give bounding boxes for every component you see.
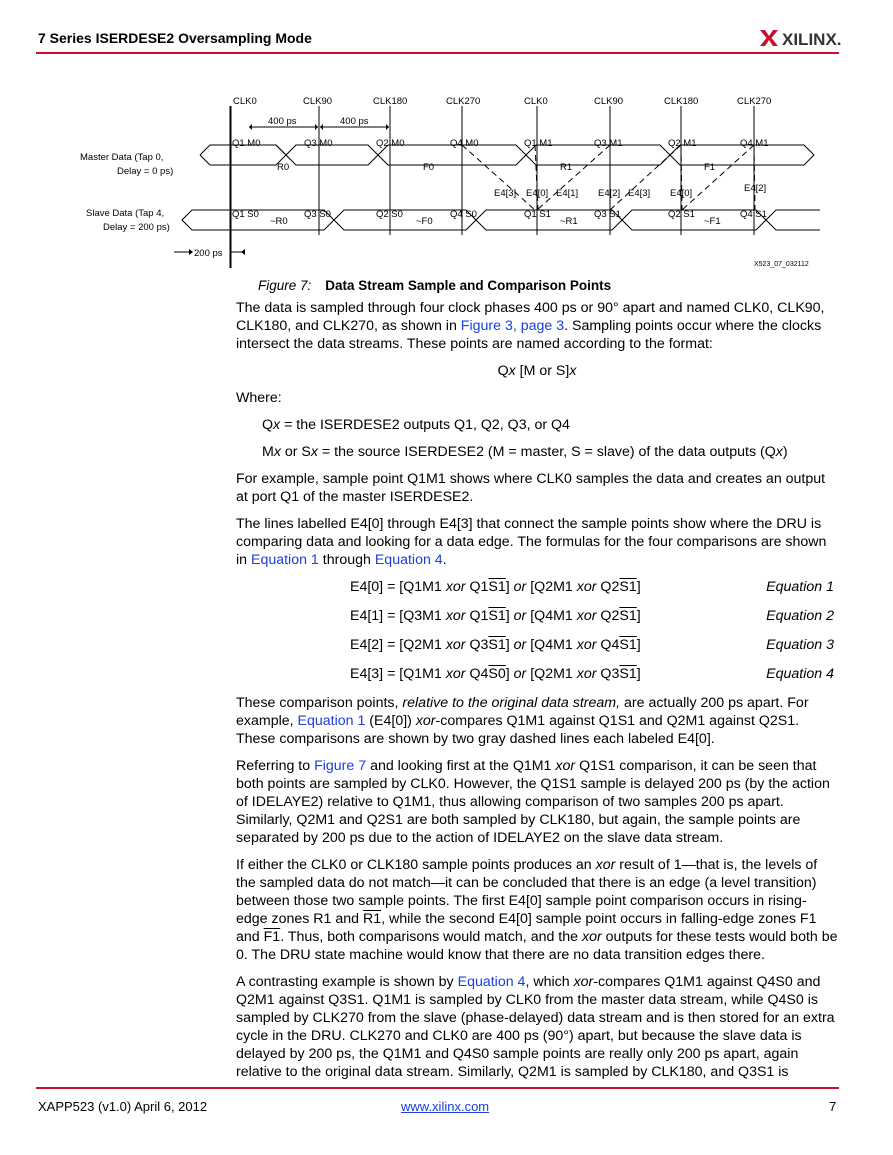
where-label: Where: (236, 390, 282, 406)
equation-number: Equation 2 (766, 608, 834, 624)
xilinx-logo (758, 26, 858, 50)
format-line: Qx [M or S]x (497, 363, 577, 379)
master-label: Delay = 0 ps) (117, 166, 174, 177)
slave-data-label: ~F1 (704, 216, 721, 227)
master-point: Q1 M0 (232, 138, 261, 149)
figure7-link[interactable]: Figure 7 (314, 758, 367, 774)
compare-label: E4[3] (628, 188, 651, 199)
master-data-label: F0 (423, 162, 435, 173)
slave-point: Q1 S1 (524, 209, 551, 220)
slave-point: Q1 S0 (232, 209, 259, 220)
equation-row: E4[1] = [Q3M1 xor Q1S1] or [Q4M1 xor Q2S1] Equation 2 (350, 608, 834, 624)
compare-label: E4[2] (744, 183, 767, 194)
equation-number: Equation 3 (766, 637, 834, 653)
paragraph: For example, sample point Q1M1 shows where CLK0 samples the data and creates an output at port Q1 of the master ISERDESE2. (236, 471, 826, 505)
slave-point: Q2 S1 (668, 209, 695, 220)
footer-rule (36, 1087, 839, 1089)
compare-label: E4[0] (670, 188, 693, 199)
paragraph: Referring to Figure 7 and looking first at the Q1M1 xor Q1S1 comparison, it can be seen that both points are sampled by CLK0. However, the Q1S1 sample is delayed 200 ps (by the action of IDELAYE2) relative to Q1M1, thus allowing comparison of two samples 200 ps apart. Similarly, Q2M1 and Q2S1 are both sampled by CLK180, but again, the sample points are separated by 200 ps due to the action of IDELAYE2 on the slave data stream. (236, 758, 830, 846)
equation-number: Equation 4 (766, 666, 834, 682)
clock-label: CLK90 (594, 96, 624, 107)
paragraph: These comparison points, relative to the original data stream, are actually 200 ps apart. For example, Equation 1 (E4[0]) xor-compares Q1M1 against Q1S1 and Q2M1 against Q2S1. These comparisons are shown by two gray dashed lines each labeled E4[0]. (236, 695, 809, 747)
clock-label: CLK0 (524, 96, 548, 107)
slave-point: Q4 S0 (450, 209, 477, 220)
master-data-label: R1 (560, 162, 573, 173)
compare-label: E4[2] (598, 188, 621, 199)
equation4-link[interactable]: Equation 4 (374, 552, 443, 568)
clock-label: CLK270 (737, 96, 772, 107)
master-point: Q4 M1 (740, 138, 769, 149)
slave-point: Q2 S0 (376, 209, 403, 220)
equation1-link[interactable]: Equation 1 (250, 552, 319, 568)
spacing-label: 400 ps (268, 116, 297, 127)
body-text (236, 299, 838, 1090)
master-point: Q2 M0 (376, 138, 405, 149)
master-point: Q4 M0 (450, 138, 479, 149)
footer-doc-id: XAPP523 (v1.0) April 6, 2012 (38, 1099, 208, 1114)
slave-point: Q3 S0 (304, 209, 331, 220)
slave-point: Q3 S1 (594, 209, 621, 220)
equation-number: Equation 1 (766, 579, 834, 595)
compare-label: E4[0] (526, 188, 549, 199)
master-point: Q3 M0 (304, 138, 333, 149)
master-point: Q3 M1 (594, 138, 623, 149)
clock-lines (230, 106, 754, 268)
slave-data-label: ~R1 (560, 216, 578, 227)
page-number: 7 (829, 1099, 837, 1114)
clock-label: CLK180 (373, 96, 408, 107)
delay-label: 200 ps (194, 248, 223, 259)
master-stream (200, 145, 814, 165)
equation-row: E4[0] = [Q1M1 xor Q1S1] or [Q2M1 xor Q2S1] Equation 1 (350, 579, 834, 595)
figure3-link[interactable]: Figure 3, page 3 (460, 318, 565, 334)
slave-data-label: ~R0 (270, 216, 288, 227)
clock-label: CLK90 (303, 96, 333, 107)
definition-q: Qx = the ISERDESE2 outputs Q1, Q2, Q3, or Q4 (262, 417, 570, 433)
slave-label: Slave Data (Tap 4, (86, 208, 165, 219)
figure-code: X523_07_032112 (754, 261, 809, 268)
definition-ms: Mx or Sx = the source ISERDESE2 (M = master, S = slave) of the data outputs (Qx) (262, 444, 788, 460)
comparison-lines (462, 145, 755, 210)
master-point: Q2 M1 (668, 138, 697, 149)
page-header-title: 7 Series ISERDESE2 Oversampling Mode (38, 30, 312, 46)
figure-number: Figure 7: (258, 278, 312, 293)
paragraph: If either the CLK0 or CLK180 sample points produces an xor result of 1—that is, the levels of the sampled data do not match—it can be concluded that there is an edge (a level transition) between those two sample points. The first E4[0] sample point comparison occurs in rising-edge zones R1 and R1, while the second E4[0] sample point occurs in falling-edge zones F1 and F1. Thus, both comparisons would match, and the xor outputs for these tests would both be 0. The DRU state machine would know that there are no data transition edges there. (236, 857, 838, 963)
clock-label: CLK180 (664, 96, 699, 107)
slave-point: Q4 S1 (740, 209, 767, 220)
master-data-label: R0 (277, 162, 290, 173)
paragraph: A contrasting example is shown by Equation 4, which xor-compares Q1M1 against Q4S0 and Q2M1 against Q3S1. Q1M1 is sampled by CLK0 from the master data stream, while Q4S0 is sampled by CLK270 from the slave (phase-delayed) data stream and is then stored for an extra cycle in the DRU. CLK270 and CLK0 are 400 ps (90°) apart, but because the slave data is delayed by 200 ps, the Q1M1 and Q4S0 sample points are really only 200 ps apart, again relative to the original data stream. Similarly, Q2M1 is sampled by CLK180, and Q3S1 is (236, 974, 835, 1080)
paragraph: The data is sampled through four clock phases 400 ps or 90° apart and named CLK0, CLK90, CLK180, and CLK270, as shown in Figure 3, page 3. Sampling points occur where the clocks intersect the data streams. These points are named according to the format: (236, 300, 825, 352)
master-point: Q1 M1 (524, 138, 553, 149)
equation-row: E4[2] = [Q2M1 xor Q3S1] or [Q4M1 xor Q4S1] Equation 3 (350, 637, 834, 653)
header-rule (36, 52, 839, 54)
equation4-link[interactable]: Equation 4 (457, 974, 526, 990)
logo-text: XILINX. (782, 30, 842, 49)
timing-diagram (70, 90, 830, 270)
clock-label: CLK0 (233, 96, 257, 107)
equation1-link[interactable]: Equation 1 (297, 713, 366, 729)
figure-caption (258, 278, 611, 293)
footer-website-link[interactable]: www.xilinx.com (401, 1099, 490, 1114)
slave-data-label: ~F0 (416, 216, 433, 227)
clock-label: CLK270 (446, 96, 481, 107)
compare-label: E4[3] (494, 188, 517, 199)
master-label: Master Data (Tap 0, (80, 152, 164, 163)
slave-label: Delay = 200 ps) (103, 222, 170, 233)
figure-title: Data Stream Sample and Comparison Points (325, 278, 612, 293)
compare-label: E4[1] (556, 188, 579, 199)
equation-row: E4[3] = [Q1M1 xor Q4S0] or [Q2M1 xor Q3S1] Equation 4 (350, 666, 834, 682)
spacing-label: 400 ps (340, 116, 369, 127)
master-data-label: F1 (704, 162, 716, 173)
paragraph: The lines labelled E4[0] through E4[3] that connect the sample points show where the DRU is comparing data and looking for a data edge. The formulas for the four comparisons are shown in Equation 1 through Equation 4. (236, 516, 827, 568)
